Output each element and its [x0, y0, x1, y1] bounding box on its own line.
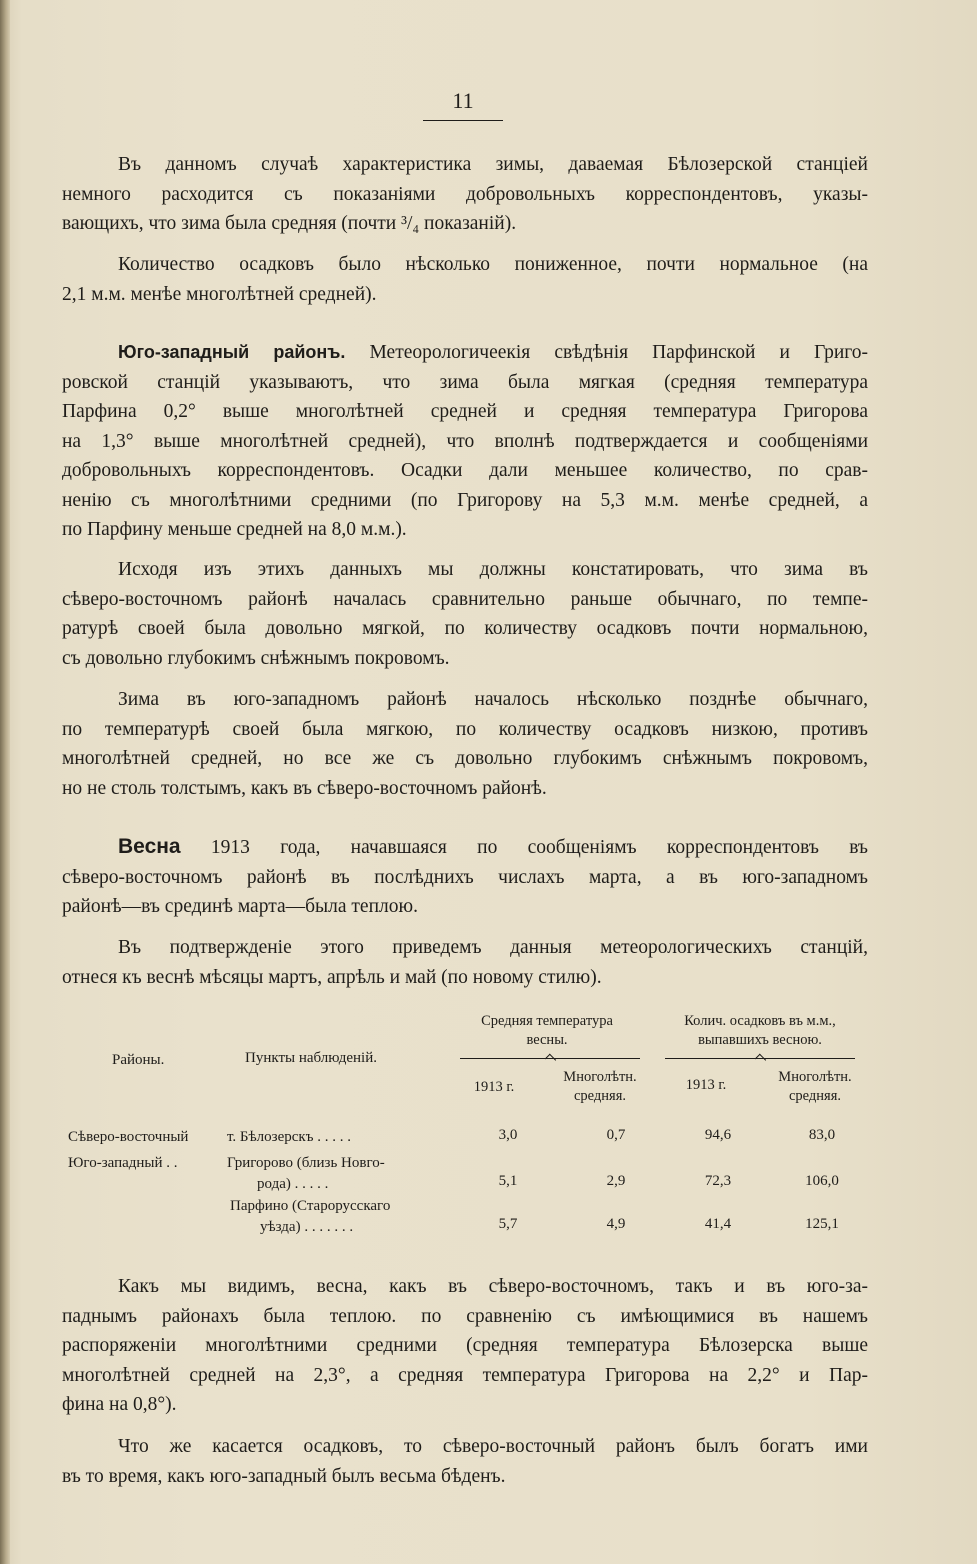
col-group-precipitation: Колич. осадковъ въ м.м., выпавшихъ весною. [684, 1013, 836, 1048]
paragraph-3 [62, 338, 868, 545]
page-number: 11 [452, 88, 474, 113]
text-line: ровской станцій указываютъ, что зима была мягкая (средняя температура [62, 371, 868, 393]
page-number-rule [423, 120, 503, 121]
paragraph-9 [62, 1432, 868, 1491]
text-line: по Парфину меньше средней на 8,0 м.м.). [62, 519, 407, 540]
text-line: сѣверо-восточномъ районѣ началась сравнительно раньше обычнаго, по темпе- [62, 588, 868, 610]
text-line: Какъ мы видимъ, весна, какъ въ сѣверо-восточномъ, такъ и въ юго-за- [118, 1276, 868, 1297]
row-2-point: Григорово (близь Новго- рода) . . . . . [227, 1155, 385, 1192]
text-line: отнеся къ веснѣ мѣсяцы мартъ, апрѣль и май (по новому стилю). [62, 966, 602, 988]
paragraph-2 [62, 250, 868, 309]
paragraph-7 [62, 933, 868, 992]
row-3-temp-mean: 4,9 [606, 1216, 626, 1232]
text-line: немного расходится съ показаніями добровольныхъ корреспондентовъ, указы- [62, 183, 868, 205]
text-line: по температурѣ своей была мягкою, по количеству осадковъ низкою, противъ [62, 718, 868, 740]
row-3-precip-1913: 41,4 [704, 1216, 732, 1232]
text-line: Юго-западный районъ. Метеорологичеекія свѣдѣнія Парфинской и Григо- [118, 342, 869, 363]
subheader-temp-1913: 1913 г. [473, 1079, 515, 1095]
text-line: на 1,3° выше многолѣтней средней), что вполнѣ подтверждается и сообщеніями [62, 430, 868, 452]
row-2-precip-mean: 106,0 [805, 1173, 839, 1189]
paragraph-4 [62, 555, 868, 673]
col-header-points: Пункты наблюденій. [245, 1050, 377, 1066]
text-line: Зима въ юго-западномъ районѣ началось нѣсколько позднѣе обычнаго, [118, 689, 868, 710]
row-1-point: т. Бѣлозерскъ . . . . . [227, 1129, 351, 1145]
text-line: распоряженіи многолѣтними средними (средняя температура Бѣлозерска выше [62, 1335, 868, 1356]
text-line: 2,1 м.м. менѣе многолѣтней средней). [62, 283, 377, 305]
subheader-precip-1913: 1913 г. [685, 1077, 727, 1093]
row-1-precip-mean: 83,0 [808, 1127, 836, 1143]
row-2-temp-mean: 2,9 [606, 1173, 626, 1189]
text-line: Весна 1913 года, начавшаяся по сообщеніямъ корреспондентовъ въ [118, 835, 868, 858]
text-line: ненію съ многолѣтними средними (по Григорову на 5,3 м.м. менѣе средней, а [62, 489, 868, 511]
text-line: вающихъ, что зима была средняя (почти ³/₄ показаній). [62, 213, 517, 234]
row-2-temp-1913: 5,1 [498, 1173, 518, 1189]
text-line: Парфина 0,2° выше многолѣтней средней и средняя температура Григорова [62, 401, 868, 422]
paragraph-6 [62, 832, 868, 922]
row-1-temp-mean: 0,7 [606, 1127, 626, 1143]
row-3-point: Парфино (Старорусскаго уѣзда) . . . . . . . [230, 1198, 391, 1235]
text-line: фина на 0,8°). [62, 1394, 177, 1415]
text-line: многолѣтней средней на 2,3°, а средняя температура Григорова на 2,2° и Пар- [62, 1364, 868, 1386]
row-2-region: Юго-западный . . [68, 1155, 178, 1171]
text-line: Исходя изъ этихъ данныхъ мы должны констатировать, что зима въ [118, 559, 868, 580]
text-line: Въ подтвержденіе этого приведемъ данныя метеорологическихъ станцій, [118, 937, 868, 958]
section-heading: Весна [118, 835, 181, 858]
text-line: въ то время, какъ юго-западный былъ весьма бѣденъ. [62, 1465, 506, 1487]
section-heading: Юго-западный районъ. [118, 342, 346, 362]
text-line: многолѣтней средней, но все же съ довольно глубокимъ снѣжнымъ покровомъ, [62, 748, 868, 769]
paragraph-1 [62, 150, 868, 239]
binding-edge [0, 0, 10, 1564]
row-2-precip-1913: 72,3 [704, 1173, 732, 1189]
text-line: паднымъ районахъ была теплою. по сравненію съ имѣющимися въ нашемъ [62, 1305, 868, 1327]
text-line: но не столь толстымъ, какъ въ сѣверо-восточномъ районѣ. [62, 777, 547, 799]
row-1-temp-1913: 3,0 [498, 1127, 518, 1143]
row-1-precip-1913: 94,6 [704, 1127, 732, 1143]
row-3-precip-mean: 125,1 [805, 1216, 839, 1232]
text-line: Въ данномъ случаѣ характеристика зимы, даваемая Бѣлозерской станціей [118, 154, 868, 175]
row-1-region: Сѣверо-восточный [68, 1129, 189, 1145]
text-line: районѣ—въ срединѣ марта—была теплою. [62, 896, 418, 917]
col-header-regions: Районы. [112, 1052, 165, 1068]
text-line: ратурѣ своей была довольно мягкой, по количеству осадковъ почти нормальною, [62, 618, 868, 639]
subheader-precip-mean: Многолѣтн. средняя. [778, 1069, 852, 1104]
row-3-temp-1913: 5,7 [498, 1216, 518, 1232]
text-line: Что же касается осадковъ, то сѣверо-восточный районъ былъ богатъ ими [118, 1436, 868, 1457]
subheader-temp-mean: Многолѣтн. средняя. [563, 1069, 637, 1104]
paragraph-8 [62, 1272, 868, 1420]
text-line: сѣверо-восточномъ районѣ въ послѣднихъ числахъ марта, а въ юго-западномъ [62, 866, 868, 888]
text-line: съ довольно глубокимъ снѣжнымъ покровомъ. [62, 647, 450, 669]
col-group-temperature: Средняя температура весны. [481, 1013, 613, 1048]
paragraph-5 [62, 685, 868, 803]
text-line: Количество осадковъ было нѣсколько пониженное, почти нормальное (на [118, 254, 868, 275]
text-line: добровольныхъ корреспондентовъ. Осадки дали меньшее количество, по срав- [62, 460, 868, 481]
